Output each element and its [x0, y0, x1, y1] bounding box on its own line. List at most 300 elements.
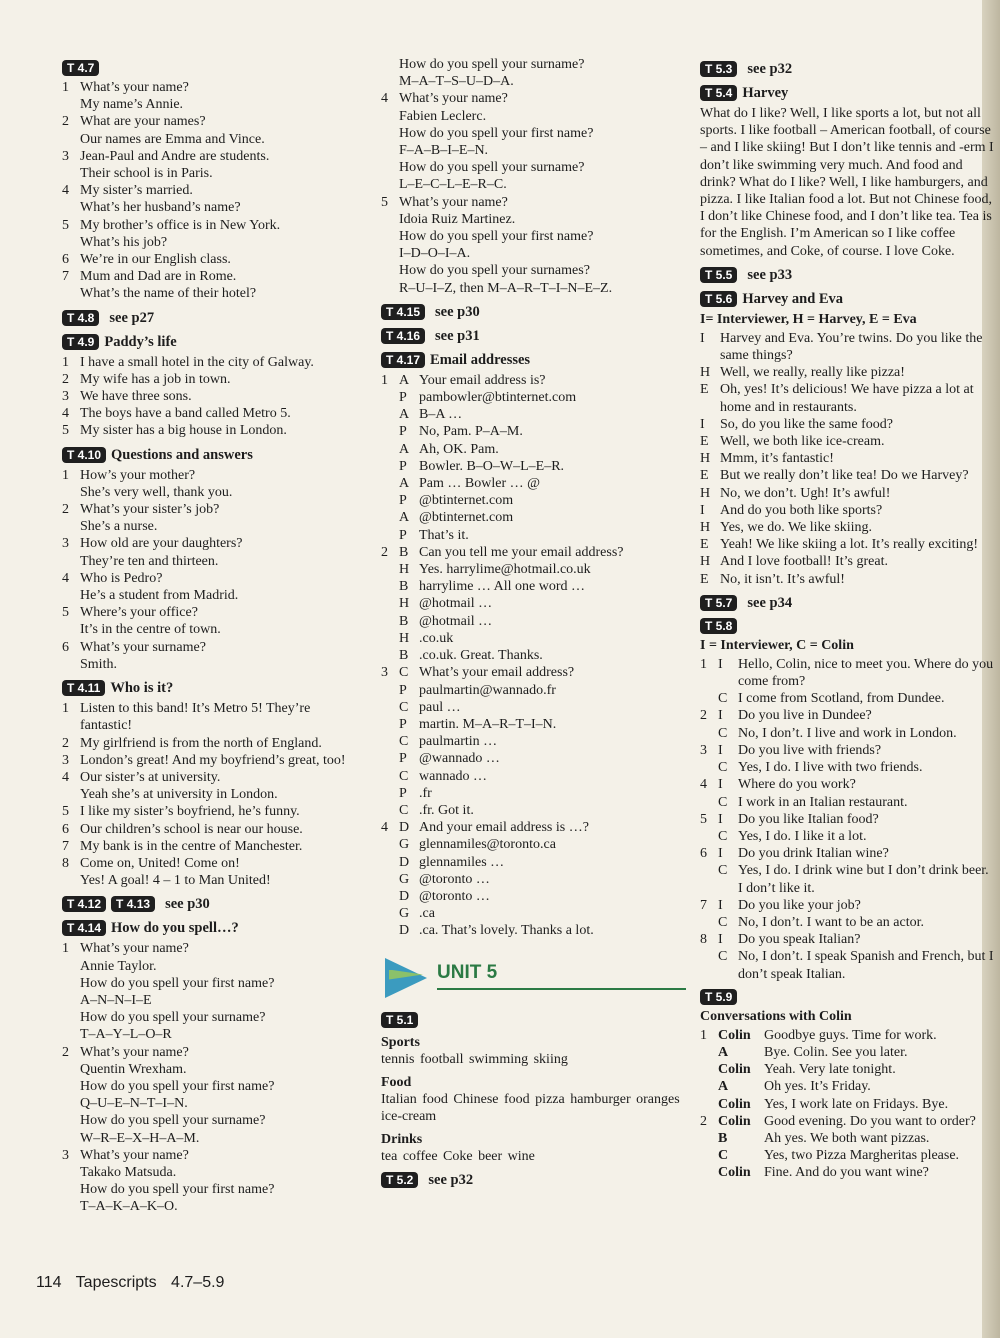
- line-number: [62, 1164, 80, 1181]
- transcript-line: [62, 148, 362, 165]
- line-text: Idoia Ruiz Martinez.: [399, 211, 516, 227]
- line-number: 5: [62, 605, 69, 621]
- line-text: What’s your name?: [80, 941, 189, 957]
- speaker-label: P: [399, 424, 407, 440]
- line-number: [381, 768, 399, 785]
- dialogue-text: Yes, I work late on Fridays. Bye.: [764, 1096, 949, 1112]
- line-number: [381, 785, 399, 802]
- dialogue-text: Mmm, it’s fantastic!: [720, 451, 834, 467]
- transcript-line: [62, 484, 362, 501]
- track-badge: T 5.2: [381, 1172, 418, 1188]
- speaker-label: P: [399, 390, 407, 406]
- dialogue-line: [700, 536, 995, 553]
- line-text: My sister’s married.: [80, 183, 193, 199]
- line-number: [700, 1078, 718, 1095]
- line-number: [381, 262, 399, 279]
- transcript-line: [62, 1009, 362, 1026]
- dialogue-text: No, I don’t. I speak Spanish and French, but I don’t speak Italian.: [738, 949, 994, 982]
- dialogue-text: And your email address is …?: [419, 820, 589, 836]
- tapescript-section: [62, 446, 362, 673]
- line-number: 5: [381, 194, 388, 210]
- dialogue-text: Harvey and Eva. You’re twins. Do you like the same things?: [720, 330, 983, 364]
- speaker-label: C: [399, 768, 409, 784]
- line-number: 1: [62, 467, 69, 483]
- line-number: [381, 56, 399, 73]
- dialogue-text: No, I don’t. I want to be an actor.: [738, 914, 924, 930]
- speaker-label: D: [399, 888, 410, 904]
- dialogue-text: .fr: [419, 785, 432, 801]
- line-text: Our names are Emma and Vince.: [80, 131, 265, 147]
- line-text: What’s your name?: [80, 1044, 189, 1060]
- dialogue-text: .ca. That’s lovely. Thanks a lot.: [419, 923, 594, 939]
- line-number: [700, 759, 718, 776]
- tapescript-section: [381, 1012, 686, 1165]
- line-number: [62, 587, 80, 604]
- dialogue-text: glennamiles …: [419, 854, 505, 870]
- speaker-label: A: [399, 510, 410, 526]
- transcript-line: [62, 96, 362, 113]
- line-number: [381, 716, 399, 733]
- track-badge: T 5.4: [700, 85, 737, 101]
- speaker-label: I: [718, 777, 723, 793]
- dialogue-text: What’s your email address?: [419, 665, 575, 681]
- line-number: [381, 176, 399, 193]
- speaker-label: C: [399, 699, 409, 715]
- line-text: How do you spell your surname?: [80, 1010, 266, 1026]
- line-number: 3: [62, 389, 69, 405]
- transcript-line: [62, 872, 362, 889]
- line-text: What’s your surname?: [80, 639, 206, 655]
- speaker-label: A: [399, 407, 410, 423]
- line-number: [62, 975, 80, 992]
- speaker-label: C: [718, 760, 728, 776]
- dialogue-line: [700, 828, 995, 845]
- dialogue-text: But we really don’t like tea! Do we Harvey?: [720, 468, 969, 484]
- speaker-label: Colin: [718, 1113, 751, 1129]
- vocab-category: Sports: [381, 1034, 420, 1050]
- line-text: How old are your daughters?: [80, 536, 243, 552]
- line-number: 6: [62, 252, 69, 268]
- dialogue-text: That’s it.: [419, 527, 469, 543]
- dialogue-line: [381, 492, 686, 509]
- section-header: [381, 303, 686, 321]
- speaker-label: E: [700, 434, 709, 450]
- dialogue-text: Yes, I do. I drink wine but I don’t drink beer. I don’t like it.: [738, 863, 989, 896]
- line-number: [381, 492, 399, 509]
- section-title: Email addresses: [430, 351, 531, 368]
- line-number: 5: [700, 811, 707, 827]
- dialogue-text: B–A …: [419, 407, 463, 423]
- transcript-line: [62, 553, 362, 570]
- line-number: [381, 871, 399, 888]
- transcript-line: [62, 821, 362, 838]
- transcript-line: [62, 855, 362, 872]
- speaker-label: I: [718, 846, 723, 862]
- see-page-ref: see p30: [165, 896, 210, 913]
- line-text: How do you spell your surname?: [80, 1113, 266, 1129]
- line-number: [381, 441, 399, 458]
- speaker-label: H: [700, 451, 711, 467]
- speaker-label: G: [399, 906, 410, 922]
- line-number: 7: [62, 838, 69, 854]
- line-number: 2: [700, 1113, 707, 1129]
- see-page-ref: see p32: [747, 61, 793, 77]
- dialogue-line: [381, 750, 686, 767]
- speaker-label: H: [399, 630, 410, 646]
- line-number: [381, 475, 399, 492]
- transcript-line: [62, 1044, 362, 1061]
- line-text: What’s your sister’s job?: [80, 502, 220, 518]
- track-badge: T 5.3: [700, 61, 737, 77]
- line-text: My wife has a job in town.: [80, 371, 231, 387]
- line-number: 1: [62, 80, 69, 95]
- vocab-category: Drinks: [381, 1131, 423, 1147]
- transcript-line: [381, 142, 686, 159]
- speaker-label: H: [700, 520, 711, 536]
- line-number: [62, 872, 80, 889]
- line-number: 2: [62, 371, 69, 387]
- speaker-label: H: [700, 485, 711, 501]
- dialogue-text: Good evening. Do you want to order?: [764, 1113, 976, 1129]
- line-text: Jean-Paul and Andre are students.: [80, 148, 270, 164]
- speaker-label: G: [399, 871, 410, 887]
- line-text: What are your names?: [80, 114, 206, 130]
- line-number: 7: [700, 897, 707, 913]
- transcript-line: [62, 940, 362, 957]
- line-number: [62, 96, 80, 113]
- line-number: [62, 131, 80, 148]
- speaker-label: I: [700, 330, 705, 346]
- line-number: [700, 1130, 718, 1147]
- vocab-words: tennis football swimming skiing: [381, 1051, 568, 1067]
- line-number: [62, 1181, 80, 1198]
- dialogue-text: Do you like Italian food?: [738, 811, 879, 827]
- line-number: [62, 1078, 80, 1095]
- dialogue-text: @toronto …: [419, 888, 490, 904]
- speaker-label: B: [399, 613, 409, 629]
- line-number: [62, 1026, 80, 1043]
- dialogue-text: glennamiles@toronto.ca: [419, 837, 556, 853]
- dialogue-line: [381, 458, 686, 475]
- track-badge: T 5.1: [381, 1012, 418, 1028]
- line-number: [62, 165, 80, 182]
- section-title: Harvey: [742, 85, 789, 101]
- track-badge: T 4.10: [62, 447, 106, 463]
- tapescript-section: [700, 60, 995, 78]
- speaker-label: P: [399, 785, 407, 801]
- dialogue-line: [700, 862, 995, 896]
- dialogue-text: Yes, I do. I like it a lot.: [738, 828, 867, 844]
- dialogue-text: No, I don’t. I live and work in London.: [738, 725, 957, 741]
- line-number: [381, 888, 399, 905]
- line-number: [62, 199, 80, 216]
- dialogue-text: Ah yes. We both want pizzas.: [764, 1130, 930, 1146]
- dialogue-line: [700, 416, 995, 433]
- section-header: [62, 333, 362, 351]
- speaker-label: C: [399, 665, 409, 681]
- line-number: [62, 1009, 80, 1026]
- line-text: I have a small hotel in the city of Galway.: [80, 354, 314, 370]
- transcript-line: [62, 604, 362, 621]
- line-number: [62, 553, 80, 570]
- line-text: Smith.: [80, 656, 117, 672]
- line-text: Who is Pedro?: [80, 570, 163, 586]
- speaker-label: C: [718, 1148, 729, 1164]
- dialogue-text: paulmartin …: [419, 734, 498, 750]
- footer-range: 4.7–5.9: [171, 1274, 225, 1291]
- section-header: [62, 309, 362, 327]
- speaker-label: A: [399, 441, 410, 457]
- track-badge: T 4.16: [381, 328, 425, 344]
- transcript-paragraph: [700, 105, 995, 260]
- dialogue-text: Do you like your job?: [738, 897, 861, 913]
- footer-label: Tapescripts: [75, 1274, 157, 1291]
- section-title: Who is it?: [110, 680, 174, 697]
- dialogue-line: [381, 682, 686, 699]
- transcript-line: [381, 159, 686, 176]
- dialogue-text: Your email address is?: [419, 372, 546, 388]
- line-number: 3: [62, 752, 69, 768]
- line-number: [381, 647, 399, 664]
- track-badge: T 4.7: [62, 60, 99, 76]
- line-number: [381, 211, 399, 228]
- dialogue-text: Goodbye guys. Time for work.: [764, 1027, 937, 1043]
- line-number: 1: [700, 656, 707, 672]
- line-number: [62, 1061, 80, 1078]
- dialogue-line: [381, 768, 686, 785]
- dialogue-line: [381, 389, 686, 406]
- section-header: [700, 618, 995, 634]
- dialogue-line: [700, 707, 995, 724]
- section-title: How do you spell…?: [111, 920, 239, 937]
- dialogue-text: Ah, OK. Pam.: [419, 441, 499, 457]
- line-number: [62, 656, 80, 673]
- line-number: [381, 228, 399, 245]
- dialogue-line: [381, 716, 686, 733]
- dialogue-line: [381, 372, 686, 389]
- dialogue-line: [700, 330, 995, 364]
- line-number: [381, 613, 399, 630]
- dialogue-text: @hotmail …: [419, 613, 493, 629]
- dialogue-text: Well, we really, really like pizza!: [720, 365, 905, 381]
- line-text: Listen to this band! It’s Metro 5! They’re fantastic!: [80, 701, 311, 734]
- speaker-label: C: [718, 949, 728, 965]
- section-header: [62, 895, 362, 913]
- speaker-label: H: [399, 562, 410, 578]
- line-number: 5: [62, 423, 69, 439]
- dialogue-line: [381, 509, 686, 526]
- line-number: 1: [700, 1027, 707, 1043]
- transcript-line: [62, 786, 362, 803]
- speaker-label: H: [700, 554, 711, 570]
- line-text: How do you spell your surname?: [399, 160, 585, 176]
- track-badge: T 4.8: [62, 310, 99, 326]
- transcript-line: [62, 217, 362, 234]
- unit-banner: [381, 956, 686, 1002]
- dialogue-text: .co.uk. Great. Thanks.: [419, 648, 543, 664]
- line-text: London’s great! And my boyfriend’s great, too!: [80, 752, 346, 768]
- speaker-label: Colin: [718, 1165, 751, 1181]
- line-number: [62, 1130, 80, 1147]
- dialogue-text: Can you tell me your email address?: [419, 544, 624, 560]
- line-text: It’s in the centre of town.: [80, 622, 221, 638]
- line-text: I–D–O–I–A.: [399, 246, 471, 262]
- line-number: [700, 948, 718, 982]
- line-text: What’s your name?: [80, 1147, 189, 1163]
- transcript-line: [62, 639, 362, 656]
- line-text: R–U–I–Z, then M–A–R–T–I–N–E–Z.: [399, 280, 613, 296]
- transcript-line: [62, 388, 362, 405]
- transcript-line: [62, 501, 362, 518]
- line-text: She’s very well, thank you.: [80, 484, 233, 500]
- dialogue-text: Yeah. Very late tonight.: [764, 1062, 896, 1078]
- line-number: [381, 406, 399, 423]
- dialogue-line: [381, 406, 686, 423]
- dialogue-line: [700, 948, 995, 982]
- dialogue-text: Yes, I do. I live with two friends.: [738, 760, 923, 776]
- vocab-category: Food: [381, 1074, 412, 1090]
- transcript-line: [62, 131, 362, 148]
- line-number: 4: [62, 183, 69, 199]
- dialogue-line: [381, 854, 686, 871]
- line-number: [381, 527, 399, 544]
- page-number: 114: [36, 1274, 62, 1291]
- dialogue-text: pambowler@btinternet.com: [419, 390, 577, 406]
- speaker-label: P: [399, 682, 407, 698]
- line-number: 2: [62, 735, 69, 751]
- dialogue-line: [700, 725, 995, 742]
- transcript-line: [62, 1026, 362, 1043]
- dialogue-text: paul …: [419, 699, 461, 715]
- line-text: How do you spell your surnames?: [399, 263, 590, 279]
- transcript-line: [62, 1078, 362, 1095]
- dialogue-line: [700, 450, 995, 467]
- dialogue-line: [381, 441, 686, 458]
- speaker-label: B: [399, 579, 409, 595]
- dialogue-text: Yes, two Pizza Margheritas please.: [764, 1148, 960, 1164]
- page-footer: [36, 1274, 234, 1292]
- transcript-line: [62, 769, 362, 786]
- speaker-label: I: [718, 708, 723, 724]
- dialogue-text: Where do you work?: [738, 777, 856, 793]
- transcript-line: [62, 587, 362, 604]
- line-text: What’s his job?: [80, 234, 168, 250]
- tapescript-section: [700, 266, 995, 284]
- speaker-label: I: [718, 897, 723, 913]
- line-number: 5: [62, 217, 69, 233]
- track-badge: T 4.17: [381, 352, 425, 368]
- dialogue-text: Yes, we do. We like skiing.: [720, 520, 872, 536]
- transcript-line: [62, 1198, 362, 1215]
- line-number: 6: [62, 639, 69, 655]
- line-number: 2: [62, 502, 69, 518]
- transcript-line: [381, 228, 686, 245]
- line-number: 3: [62, 1147, 69, 1163]
- unit-title: UNIT 5: [437, 961, 498, 983]
- dialogue-line: [700, 776, 995, 793]
- section-header: [62, 60, 362, 76]
- dialogue-text: Fine. And do you want wine?: [764, 1165, 929, 1181]
- dialogue-line: [700, 1113, 995, 1130]
- line-text: A–N–N–I–E: [80, 992, 152, 1008]
- line-number: [381, 423, 399, 440]
- tapescript-section: [700, 84, 995, 260]
- transcript-line: [62, 992, 362, 1009]
- line-number: 6: [700, 846, 707, 862]
- transcript-line: [62, 251, 362, 268]
- line-number: [700, 828, 718, 845]
- column-2: [381, 56, 686, 1195]
- transcript-line: [62, 735, 362, 752]
- dialogue-line: [700, 656, 995, 690]
- see-page-ref: see p31: [435, 327, 480, 344]
- transcript-line: [381, 280, 686, 297]
- dialogue-text: @hotmail …: [419, 596, 493, 612]
- dialogue-line: [381, 836, 686, 853]
- line-text: My bank is in the centre of Manchester.: [80, 838, 303, 854]
- dialogue-line: [381, 819, 686, 836]
- line-number: 2: [62, 114, 69, 130]
- track-badge: T 5.5: [700, 267, 737, 283]
- dialogue-line: [381, 630, 686, 647]
- line-text: Our sister’s at university.: [80, 769, 221, 785]
- transcript-line: [62, 467, 362, 484]
- line-number: [381, 733, 399, 750]
- speaker-key: Conversations with Colin: [700, 1008, 852, 1024]
- line-number: [381, 561, 399, 578]
- transcript-line: [381, 125, 686, 142]
- speaker-label: E: [700, 468, 709, 484]
- dialogue-line: [381, 578, 686, 595]
- speaker-label: G: [399, 837, 410, 853]
- line-text: My brother’s office is in New York.: [80, 217, 281, 233]
- track-badge: T 4.11: [62, 680, 105, 696]
- see-page-ref: see p34: [747, 594, 793, 611]
- line-number: [381, 509, 399, 526]
- line-text: Yeah she’s at university in London.: [80, 787, 278, 803]
- line-number: [62, 285, 80, 302]
- tapescript-section: [62, 895, 362, 913]
- track-badge: T 4.14: [62, 920, 106, 936]
- line-number: 1: [62, 701, 69, 717]
- transcript-line: [381, 56, 686, 73]
- tapescript-section: [381, 1171, 686, 1189]
- unit-rule: [437, 988, 686, 990]
- dialogue-line: [700, 1044, 995, 1061]
- line-number: [62, 1198, 80, 1215]
- speaker-label: B: [399, 544, 409, 560]
- dialogue-text: Hello, Colin, nice to meet you. Where do you come from?: [738, 656, 994, 690]
- line-number: [700, 725, 718, 742]
- speaker-label: D: [399, 854, 410, 870]
- dialogue-line: [700, 1061, 995, 1078]
- section-header: [62, 446, 362, 464]
- line-number: [700, 1147, 718, 1164]
- line-number: [381, 630, 399, 647]
- speaker-label: Colin: [718, 1096, 751, 1112]
- dialogue-text: .ca: [419, 906, 435, 922]
- section-header: [700, 60, 995, 78]
- dialogue-line: [381, 871, 686, 888]
- line-number: [381, 142, 399, 159]
- line-text: How do you spell your first name?: [80, 975, 275, 991]
- line-number: [381, 159, 399, 176]
- line-text: Mum and Dad are in Rome.: [80, 269, 237, 285]
- line-number: 4: [62, 570, 69, 586]
- line-number: [62, 484, 80, 501]
- transcript-line: [381, 108, 686, 125]
- line-number: [381, 854, 399, 871]
